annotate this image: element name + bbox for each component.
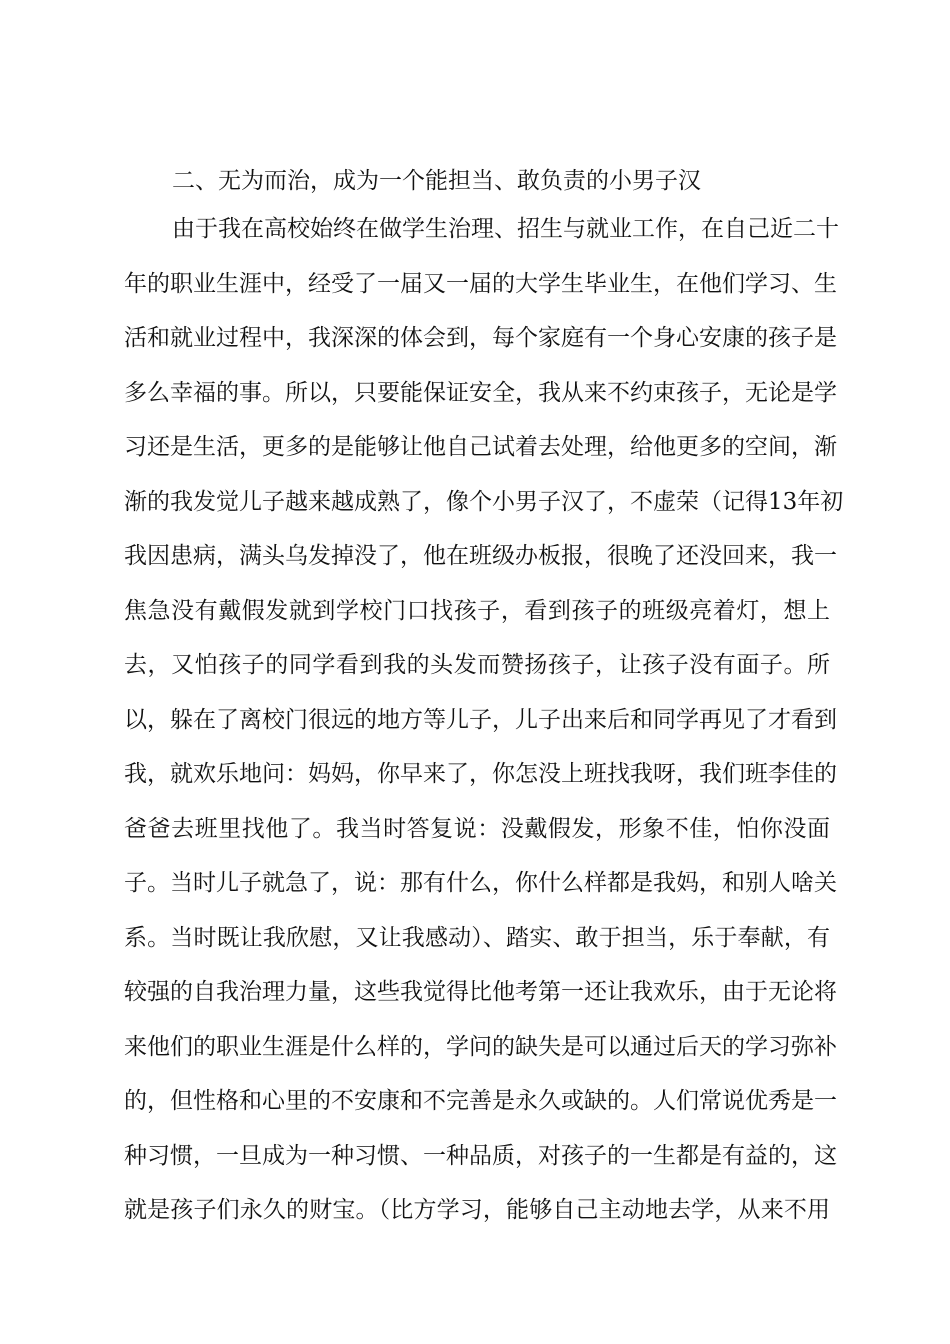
paragraph-line: 活和就业过程中，我深深的体会到，每个家庭有一个身心安康的孩子是 (124, 325, 837, 351)
paragraph-line: 多么幸福的事。所以，只要能保证安全，我从来不约束孩子，无论是学 (124, 379, 837, 406)
paragraph-line: 以，躲在了离校门很远的地方等儿子，儿子出来后和同学再见了才看到 (124, 706, 837, 733)
body-paragraph (124, 209, 844, 1245)
paragraph-line: 去，又怕孩子的同学看到我的头发而赞扬孩子，让孩子没有面子。所 (124, 652, 830, 678)
section-heading: 二、无为而治，成为一个能担当、敢负责的小男子汉 (172, 168, 701, 194)
paragraph-line: 就是孩子们永久的财宝。（比方学习，能够自己主动地去学，从来不用 (124, 1197, 830, 1223)
paragraph-line: 来他们的职业生涯是什么样的，学问的缺失是可以通过后天的学习弥补 (124, 1033, 837, 1060)
paragraph-line: 由于我在高校始终在做学生治理、招生与就业工作，在自己近二十 (172, 216, 839, 242)
paragraph-line: 种习惯，一旦成为一种习惯、一种品质，对孩子的一生都是有益的，这 (124, 1142, 837, 1169)
paragraph-line: 我因患病，满头乌发掉没了，他在班级办板报，很晚了还没回来，我一 (124, 543, 837, 569)
paragraph-line: 渐的我发觉儿子越来越成熟了，像个小男子汉了，不虚荣（记得13年初 (124, 488, 844, 515)
paragraph-line: 焦急没有戴假发就到学校门口找孩子，看到孩子的班级亮着灯，想上 (124, 597, 830, 624)
paragraph-line: 年的职业生涯中，经受了一届又一届的大学生毕业生，在他们学习、生 (124, 270, 837, 297)
paragraph-line: 的，但性格和心里的不安康和不完善是永久或缺的。人们常说优秀是一 (124, 1088, 837, 1114)
paragraph-line: 爸爸去班里找他了。我当时答复说：没戴假发，形象不佳，怕你没面 (124, 815, 830, 842)
paragraph-line: 较强的自我治理力量，这些我觉得比他考第一还让我欢乐，由于无论将 (124, 979, 837, 1005)
paragraph-line: 习还是生活，更多的是能够让他自己试着去处理，给他更多的空间，渐 (124, 434, 837, 460)
paragraph-line: 系。当时既让我欣慰，又让我感动）、踏实、敢于担当，乐于奉献，有 (124, 924, 830, 951)
paragraph-line: 我，就欢乐地问：妈妈，你早来了，你怎没上班找我呀，我们班李佳的 (124, 761, 837, 787)
paragraph-line: 子。当时儿子就急了，说：那有什么，你什么样都是我妈，和别人啥关 (124, 870, 837, 896)
